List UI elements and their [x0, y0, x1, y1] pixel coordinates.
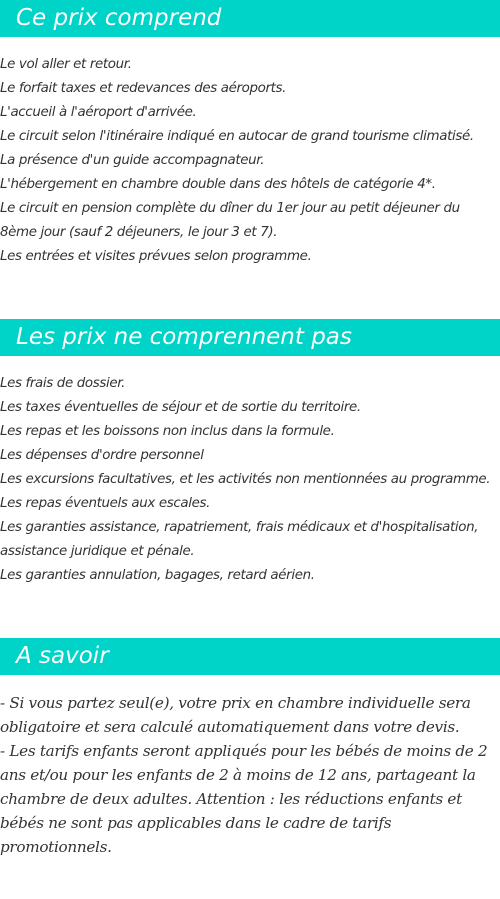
section-title-good-to-know: A savoir — [0, 638, 500, 675]
list-item: L'hébergement en chambre double dans des hôtels de catégorie 4*. — [0, 177, 436, 192]
section-title-not-included: Les prix ne comprennent pas — [0, 319, 500, 356]
list-item: Le vol aller et retour. — [0, 57, 132, 72]
list-item: Les repas et les boissons non inclus dans la formule. — [0, 424, 335, 439]
section-title-included: Ce prix comprend — [0, 0, 500, 37]
list-item: Les frais de dossier. — [0, 376, 126, 391]
good-to-know-paragraph: - Les tarifs enfants seront appliqués pour les bébés de moins de 2 ans et/ou pour les enfants de 2 à moins de 12 ans, partageant la chambre de deux adultes. Attention : les réductions enfants et bébés ne sont pas applicables dans le cadre de tarifs promotionnels. — [0, 742, 488, 856]
list-item: Le circuit selon l'itinéraire indiqué en autocar de grand tourisme climatisé. — [0, 129, 474, 144]
list-item: Les dépenses d'ordre personnel — [0, 448, 204, 463]
list-item: Les excursions facultatives, et les activités non mentionnées au programme. — [0, 472, 491, 487]
list-item: La présence d'un guide accompagnateur. — [0, 153, 265, 168]
not-included-list — [0, 372, 498, 588]
list-item: Les repas éventuels aux escales. — [0, 496, 211, 511]
good-to-know-paragraph: - Si vous partez seul(e), votre prix en chambre individuelle sera obligatoire et sera calculé automatiquement dans votre devis. — [0, 694, 471, 736]
list-item: Le circuit en pension complète du dîner du 1er jour au petit déjeuner du 8ème jour (sauf 2 déjeuners, le jour 3 et 7). — [0, 201, 460, 240]
list-item: L'accueil à l'aéroport d'arrivée. — [0, 105, 197, 120]
good-to-know-text — [0, 691, 498, 859]
list-item: Les garanties assistance, rapatriement, frais médicaux et d'hospitalisation, assistance juridique et pénale. — [0, 520, 479, 559]
list-item: Les garanties annulation, bagages, retard aérien. — [0, 568, 315, 583]
list-item: Les taxes éventuelles de séjour et de sortie du territoire. — [0, 400, 361, 415]
list-item: Le forfait taxes et redevances des aéroports. — [0, 81, 287, 96]
list-item: Les entrées et visites prévues selon programme. — [0, 249, 312, 264]
included-list — [0, 53, 498, 269]
